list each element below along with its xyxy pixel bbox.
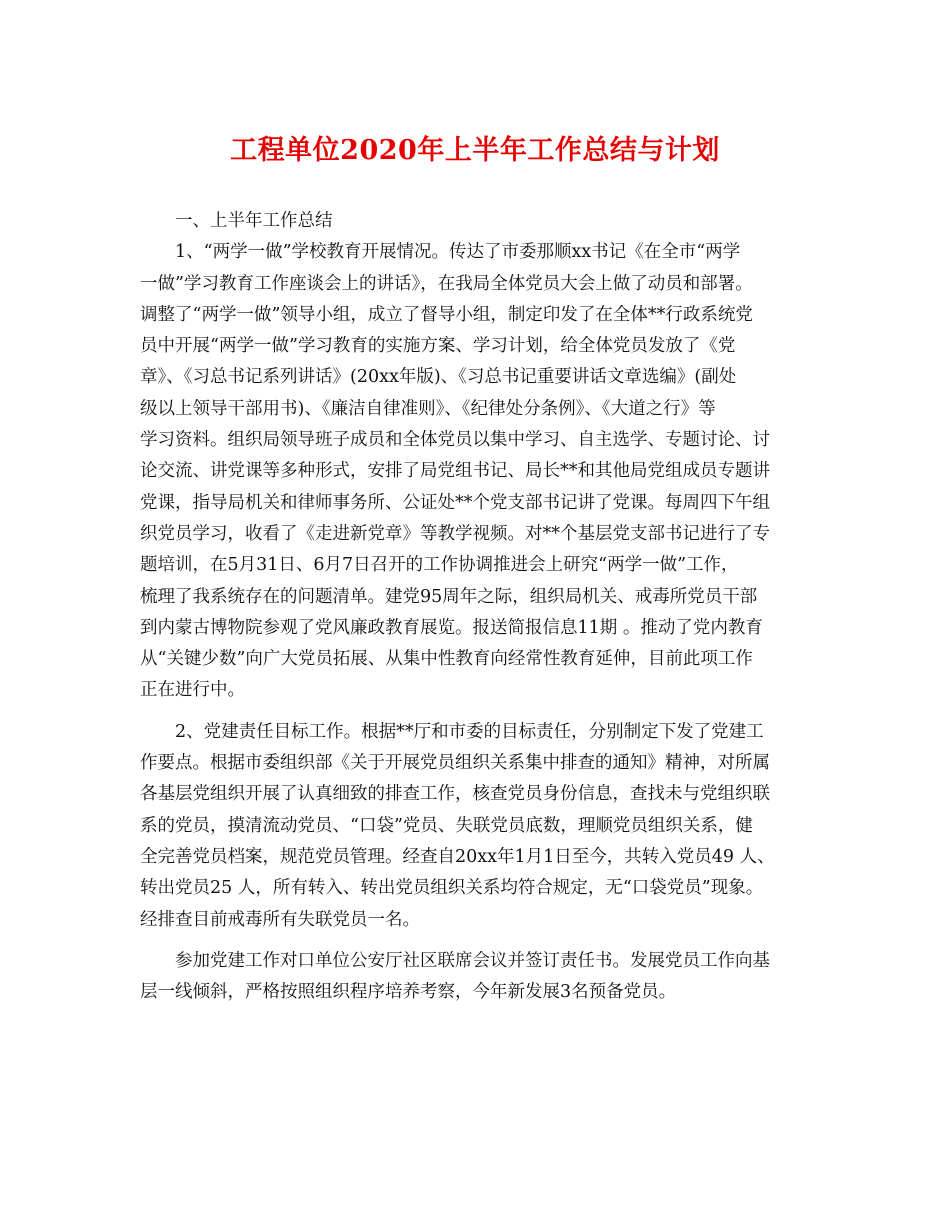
text-line: 学习资料。组织局领导班子成员和全体党员以集中学习、自主选学、专题讨论、讨 — [140, 430, 770, 451]
text-line: 正在进行中。 — [140, 680, 245, 701]
document-body — [140, 206, 815, 1018]
text-line: 1、“两学一做”学校教育开展情况。传达了市委那顺xx书记《在全市“两学 — [140, 242, 741, 263]
text-line: 作要点。根据市委组织部《关于开展党员组织关系集中排查的通知》精神，对所属 — [140, 753, 770, 774]
section-heading-text: 一、上半年工作总结 — [175, 211, 333, 231]
text-line: 经排查目前戒毒所有失联党员一名。 — [140, 909, 420, 930]
text-line: 转出党员25 人，所有转入、转出党员组织关系均符合规定，无“口袋党员”现象。 — [140, 878, 764, 899]
document-title: 工程单位2020年上半年工作总结与计划 — [230, 135, 720, 166]
text-line: 调整了“两学一做”领导小组，成立了督导小组，制定印发了在全体**行政系统党 — [140, 304, 753, 325]
text-line: 到内蒙古博物院参观了党风廉政教育展览。报送简报信息11期 。推动了党内教育 — [140, 617, 763, 638]
text-line: 题培训，在5月31日、6月7日召开的工作协调推进会上研究“两学一做”工作， — [140, 555, 739, 576]
paragraph-1 — [140, 237, 815, 706]
text-line: 党课，指导局机关和律师事务所、公证处**个党支部书记讲了党课。每周四下午组 — [140, 492, 770, 513]
text-line: 层一线倾斜，严格按照组织程序培养考察，今年新发展3名预备党员。 — [140, 982, 677, 1003]
text-line: 一做”学习教育工作座谈会上的讲话》，在我局全体党员大会上做了动员和部署。 — [140, 273, 753, 294]
text-line: 级以上领导干部用书)、《廉洁自律准则》、《纪律处分条例》、《大道之行》等 — [140, 398, 716, 419]
text-line: 全完善党员档案，规范党员管理。经查自20xx年1月1日至今，共转入党员49 人、 — [140, 846, 775, 867]
section-heading — [140, 206, 815, 237]
text-line: 章》、《习总书记系列讲话》(20xx年版)、《习总书记重要讲话文章选编》(副处 — [140, 367, 737, 388]
paragraph-2 — [140, 717, 815, 936]
text-line: 从“关键少数”向广大党员拓展、从集中性教育向经常性教育延伸，目前此项工作 — [140, 649, 753, 670]
paragraph-3 — [140, 946, 815, 1009]
text-line: 梳理了我系统存在的问题清单。建党95周年之际，组织局机关、戒毒所党员干部 — [140, 586, 758, 607]
text-line: 系的党员，摸清流动党员、“口袋”党员、失联党员底数，理顺党员组织关系，健 — [140, 815, 753, 836]
text-line: 2、党建责任目标工作。根据**厅和市委的目标责任，分别制定下发了党建工 — [140, 721, 764, 742]
text-line: 论交流、讲党课等多种形式，安排了局党组书记、局长**和其他局党组成员专题讲 — [140, 461, 770, 482]
text-line: 参加党建工作对口单位公安厅社区联席会议并签订责任书。发展党员工作向基 — [140, 950, 770, 971]
text-line: 织党员学习，收看了《走进新党章》等教学视频。对**个基层党支部书记进行了专 — [140, 523, 770, 544]
text-line: 员中开展“两学一做”学习教育的实施方案、学习计划，给全体党员发放了《党 — [140, 336, 736, 357]
text-line: 各基层党组织开展了认真细致的排查工作，核查党员身份信息，查找未与党组织联 — [140, 784, 770, 805]
